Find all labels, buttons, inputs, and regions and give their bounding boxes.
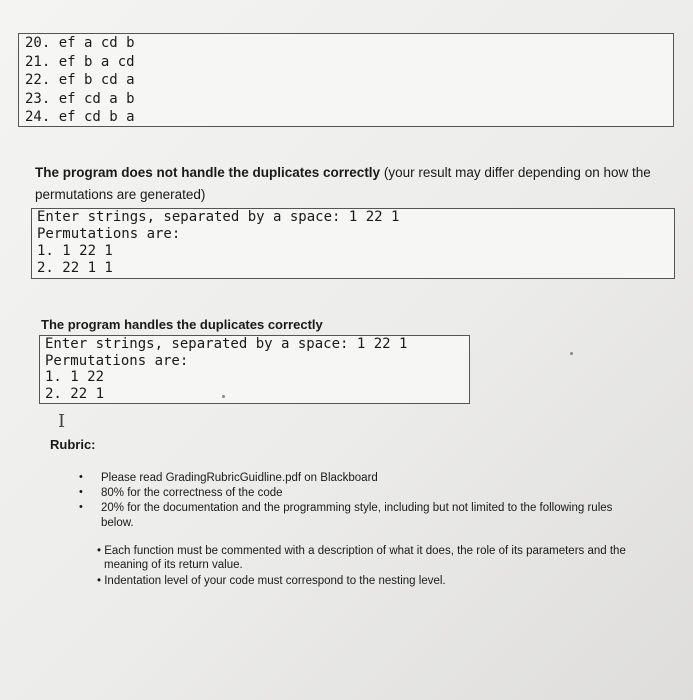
correct-output-box (39, 335, 470, 404)
bullet-icon: • (79, 501, 83, 513)
output-line: 2. 22 1 1 (37, 260, 113, 276)
bullet-icon: • (79, 486, 83, 498)
incorrect-output-box (31, 208, 675, 279)
rubric-item: 80% for the correctness of the code (101, 487, 283, 499)
output-line: Enter strings, separated by a space: 1 22 1 (45, 336, 408, 352)
rubric-subitem-text: Each function must be commented with a description of what it does, the role of its parameters and the (104, 545, 626, 557)
output-line: 2. 22 1 (45, 385, 105, 402)
rubric-subitem (97, 544, 626, 559)
stray-dot (570, 352, 573, 355)
rubric-title: Rubric: (50, 437, 96, 452)
rubric-subitem (97, 574, 446, 589)
text-cursor-icon: I (58, 411, 66, 432)
output-line: 22. ef b cd a (25, 72, 135, 88)
stray-dot (222, 395, 225, 398)
section-heading-incorrect (35, 165, 651, 180)
rubric-item: Please read GradingRubricGuidline.pdf on Blackboard (101, 472, 378, 484)
rubric-item-continued: below. (101, 517, 134, 529)
section-heading-correct: The program handles the duplicates correctly (41, 317, 323, 332)
bullet-icon: • (79, 471, 83, 483)
heading-rest: (your result may differ depending on how the (380, 165, 651, 180)
output-line: 21. ef b a cd (25, 53, 135, 70)
output-line: 20. ef a cd b (25, 35, 135, 51)
bullet-icon: • (97, 545, 102, 557)
rubric-subitem-text: Indentation level of your code must correspond to the nesting level. (104, 575, 446, 587)
output-line: 24. ef cd b a (25, 109, 135, 125)
permutations-output-box (18, 33, 674, 127)
output-line: Enter strings, separated by a space: 1 22 1 (37, 209, 400, 225)
bullet-icon: • (97, 575, 102, 587)
section-heading-incorrect-line2: permutations are generated) (35, 187, 206, 202)
output-line: Permutations are: (37, 226, 181, 242)
rubric-item: 20% for the documentation and the programming style, including but not limited to the following rules (101, 502, 613, 514)
output-line: Permutations are: (45, 352, 189, 369)
output-line: 1. 1 22 (45, 369, 105, 385)
output-line: 1. 1 22 1 (37, 243, 113, 259)
output-line: 23. ef cd a b (25, 90, 135, 107)
rubric-subitem-continued: meaning of its return value. (104, 559, 243, 571)
heading-bold: The program does not handle the duplicates correctly (35, 165, 381, 180)
